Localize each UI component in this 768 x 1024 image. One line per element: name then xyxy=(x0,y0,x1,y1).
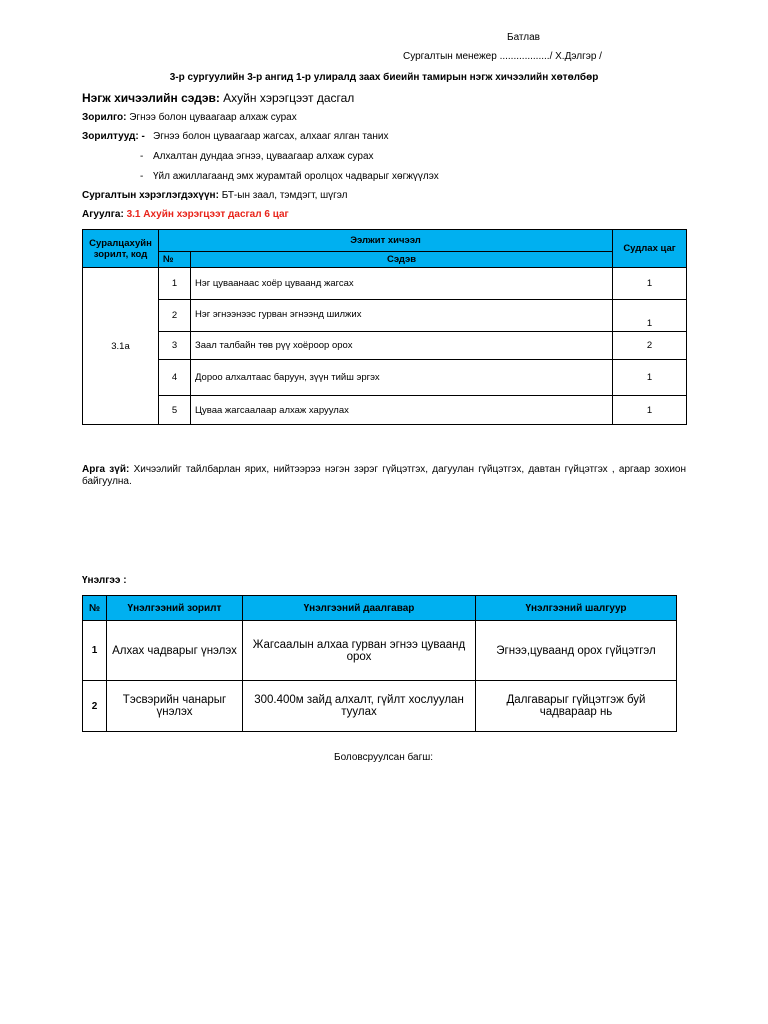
manager-line: Сургалтын менежер ................../ Х.Дэлгэр / xyxy=(403,51,602,62)
table-row xyxy=(83,681,677,732)
row-no: 2 xyxy=(159,300,191,332)
row-no: 1 xyxy=(159,268,191,300)
content-value: 3.1 Ахуйн хэрэгцээт дасгал 6 цаг xyxy=(126,209,289,220)
objective-item-3: Үйл ажиллагаанд эмх журамтай оролцох чадварыг хөгжүүлэх xyxy=(153,171,439,182)
eval-row-goal: Алхах чадварыг үнэлэх xyxy=(107,621,243,681)
row-no: 4 xyxy=(159,360,191,396)
topic-line xyxy=(82,91,354,105)
row-hours: 1 xyxy=(613,268,687,300)
row-hours: 1 xyxy=(613,300,687,332)
goal-value: Эгнээ болон цуваагаар алхаж сурах xyxy=(129,112,297,123)
table-row xyxy=(83,300,687,332)
objective-item-1: Эгнээ болон цуваагаар жагсах, алхааг ялган таних xyxy=(153,131,389,142)
method-paragraph xyxy=(82,464,686,488)
evaluation-label: Үнэлгээ : xyxy=(82,575,127,586)
eval-row-criteria: Эгнээ,цуваанд орох гүйцэтгэл xyxy=(476,621,677,681)
row-hours: 1 xyxy=(613,396,687,425)
goal-label: Зорилго: xyxy=(82,112,127,123)
col-hours-header: Судлах цаг xyxy=(613,230,687,268)
col-topic-header: Сэдэв xyxy=(191,252,613,268)
goal-line xyxy=(82,112,297,123)
row-topic: Заал талбайн төв рүү хоёроор орох xyxy=(191,332,613,360)
row-topic: Цуваа жагсаалаар алхаж харуулах xyxy=(191,396,613,425)
resources-label: Сургалтын хэрэглэгдэхүүн: xyxy=(82,190,219,201)
method-value: Хичээлийг тайлбарлан ярих, нийтээрээ нэгэн зэрэг гүйцэтгэх, дагуулан гүйцэтгэх, давтан гүйцэтгэх , аргаар зохион байгуулна. xyxy=(82,464,686,487)
eval-row-criteria: Далгаварыг гүйцэтгэж буй чадвараар нь xyxy=(476,681,677,732)
table-row xyxy=(83,268,687,300)
objective-bullet-3: - xyxy=(140,171,144,182)
method-label: Арга зүй: xyxy=(82,464,130,475)
row-topic: Нэг цуваанаас хоёр цуваанд жагсах xyxy=(191,268,613,300)
eval-row-task: Жагсаалын алхаа гурван эгнээ цуваанд орох xyxy=(243,621,476,681)
prepared-by: Боловсруулсан багш: xyxy=(334,752,434,763)
topic-label: Нэгж хичээлийн сэдэв: xyxy=(82,91,220,105)
program-title: 3-р сургуулийн 3-р ангид 1-р улиралд заах биеийн тамирын нэгж хичээлийн хөтөлбөр xyxy=(169,72,599,83)
table-row xyxy=(83,332,687,360)
eval-row-no: 1 xyxy=(83,621,107,681)
row-topic: Дороо алхалтаас баруун, зүүн тийш эргэх xyxy=(191,360,613,396)
content-label: Агуулга: xyxy=(82,209,124,220)
eval-header-no: № xyxy=(83,596,107,621)
col-lessons-header: Ээлжит хичээл xyxy=(159,230,613,252)
table-row xyxy=(83,396,687,425)
row-no: 5 xyxy=(159,396,191,425)
approval-title: Батлав xyxy=(507,32,540,43)
table-row xyxy=(83,360,687,396)
resources-value: БТ-ын заал, тэмдэгт, шүгэл xyxy=(221,190,348,201)
lesson-table xyxy=(82,229,687,425)
eval-header-task: Үнэлгээний даалгавар xyxy=(243,596,476,621)
eval-row-no: 2 xyxy=(83,681,107,732)
row-hours: 1 xyxy=(613,360,687,396)
eval-header-criteria: Үнэлгээний шалгуур xyxy=(476,596,677,621)
goal-code: 3.1а xyxy=(83,268,159,425)
eval-header-goal: Үнэлгээний зорилт xyxy=(107,596,243,621)
content-line xyxy=(82,209,289,220)
row-hours: 2 xyxy=(613,332,687,360)
col-goal-header: Суралцахуйн зорилт, код xyxy=(83,230,159,268)
eval-row-task: 300.400м зайд алхалт, гүйлт хослуулан туулах xyxy=(243,681,476,732)
evaluation-table xyxy=(82,595,677,732)
objective-item-2: Алхалтан дундаа эгнээ, цуваагаар алхаж сурах xyxy=(153,151,374,162)
objectives-label: Зорилтууд: - xyxy=(82,131,145,142)
eval-row-goal: Тэсвэрийн чанарыг үнэлэх xyxy=(107,681,243,732)
objective-bullet-2: - xyxy=(140,151,144,162)
resources-line xyxy=(82,190,348,201)
row-no: 3 xyxy=(159,332,191,360)
topic-value: Ахуйн хэрэгцээт дасгал xyxy=(223,91,355,105)
table-row xyxy=(83,621,677,681)
row-topic: Нэг эгнээнээс гурван эгнээнд шилжих xyxy=(191,300,613,332)
col-no-header: № xyxy=(159,252,191,268)
